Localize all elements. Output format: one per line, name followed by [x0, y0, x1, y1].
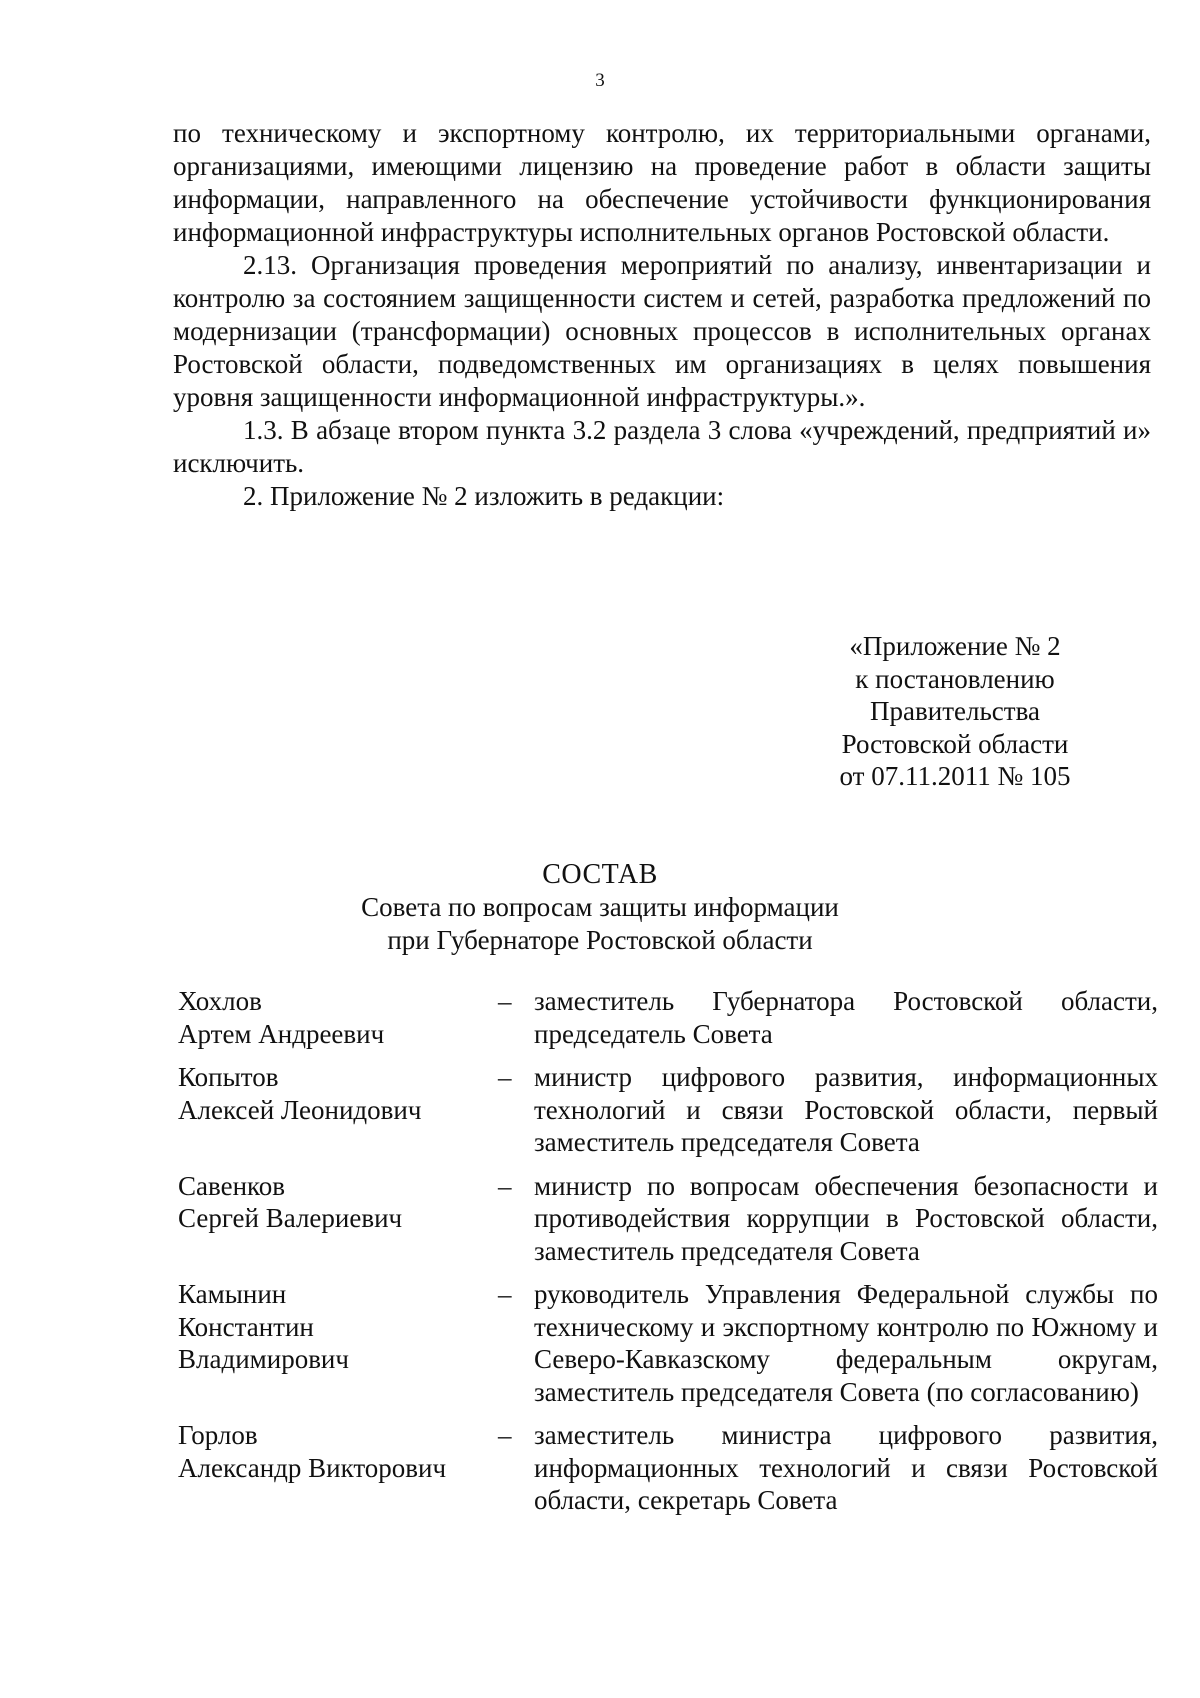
- member-given-name: Константин: [178, 1311, 314, 1342]
- member-row: [178, 1278, 1158, 1408]
- appendix-ref-line: Правительства: [870, 696, 1040, 726]
- member-row: [178, 1061, 1158, 1159]
- member-dash: –: [498, 986, 512, 1016]
- appendix-ref-line: «Приложение № 2: [849, 631, 1061, 661]
- member-patronymic: Владимирович: [178, 1344, 349, 1374]
- member-surname: Копытов: [178, 1062, 279, 1092]
- appendix-ref-line: к постановлению: [855, 663, 1055, 694]
- title-line: при Губернаторе Ростовской области: [387, 925, 813, 955]
- appendix-ref-line: Ростовской области: [841, 728, 1069, 759]
- member-surname: Хохлов: [178, 986, 262, 1016]
- body-text: [173, 117, 1151, 513]
- member-given-name: Алексей Леонидович: [178, 1094, 422, 1125]
- member-dash: –: [498, 1279, 512, 1309]
- member-name: [178, 1419, 498, 1517]
- paragraph-1-3: 1.3. В абзаце втором пункта 3.2 раздела 3 слова «учреждений, предприятий и» исключить.: [173, 415, 1151, 478]
- member-role: руководитель Управления Федеральной службы по техническому и экспортному контролю по Южному и Северо-Кавказскому федеральным округам, заместитель председателя Совета (по согласованию): [534, 1279, 1158, 1407]
- title-line: Совета по вопросам защиты информации: [361, 892, 839, 922]
- title-heading: СОСТАВ: [542, 859, 658, 890]
- member-surname: Горлов: [178, 1420, 258, 1450]
- member-surname: Камынин: [178, 1279, 287, 1309]
- member-row: [178, 985, 1158, 1050]
- member-row: [178, 1419, 1158, 1517]
- member-name: [178, 1170, 498, 1268]
- member-dash: –: [498, 1062, 512, 1092]
- paragraph-continuation: по техническому и экспортному контролю, их территориальными органами, организациями, имеющими лицензию на проведение работ в области защиты информации, направленного на обеспечение устойчивости функционирования информационной инфраструктуры исполнительных органов Ростовской области.: [173, 118, 1151, 247]
- member-given-name: Сергей Валериевич: [178, 1203, 403, 1233]
- page-number: 3: [595, 70, 605, 91]
- appendix-reference: [820, 630, 1090, 793]
- member-row: [178, 1170, 1158, 1268]
- member-name: [178, 1061, 498, 1159]
- member-role: министр по вопросам обеспечения безопасности и противодействия коррупции в Ростовской области, заместитель председателя Совета: [534, 1170, 1158, 1266]
- member-given-name: Александр Викторович: [178, 1452, 447, 1483]
- member-name: [178, 1278, 498, 1408]
- member-dash: –: [498, 1420, 512, 1450]
- member-name: [178, 985, 498, 1050]
- members-list: [178, 985, 1158, 1528]
- member-given-name: Артем Андреевич: [178, 1018, 385, 1049]
- member-surname: Савенков: [178, 1170, 286, 1201]
- member-role: министр цифрового развития, информационных технологий и связи Ростовской области, первый заместитель председателя Совета: [534, 1062, 1158, 1157]
- member-dash: –: [498, 1170, 512, 1201]
- paragraph-2: 2. Приложение № 2 изложить в редакции:: [243, 481, 725, 511]
- appendix-ref-line: от 07.11.2011 № 105: [839, 761, 1071, 791]
- council-title: [0, 858, 1200, 957]
- member-role: заместитель Губернатора Ростовской области, председатель Совета: [534, 986, 1158, 1049]
- member-role: заместитель министра цифрового развития, информационных технологий и связи Ростовской области, секретарь Совета: [534, 1420, 1158, 1515]
- paragraph-2-13: 2.13. Организация проведения мероприятий по анализу, инвентаризации и контролю за состоянием защищенности систем и сетей, разработка предложений по модернизации (трансформации) основных процессов в исполнительных органах Ростовской области, подведомственных им организациях в целях повышения уровня защищенности информационной инфраструктуры.».: [173, 250, 1151, 412]
